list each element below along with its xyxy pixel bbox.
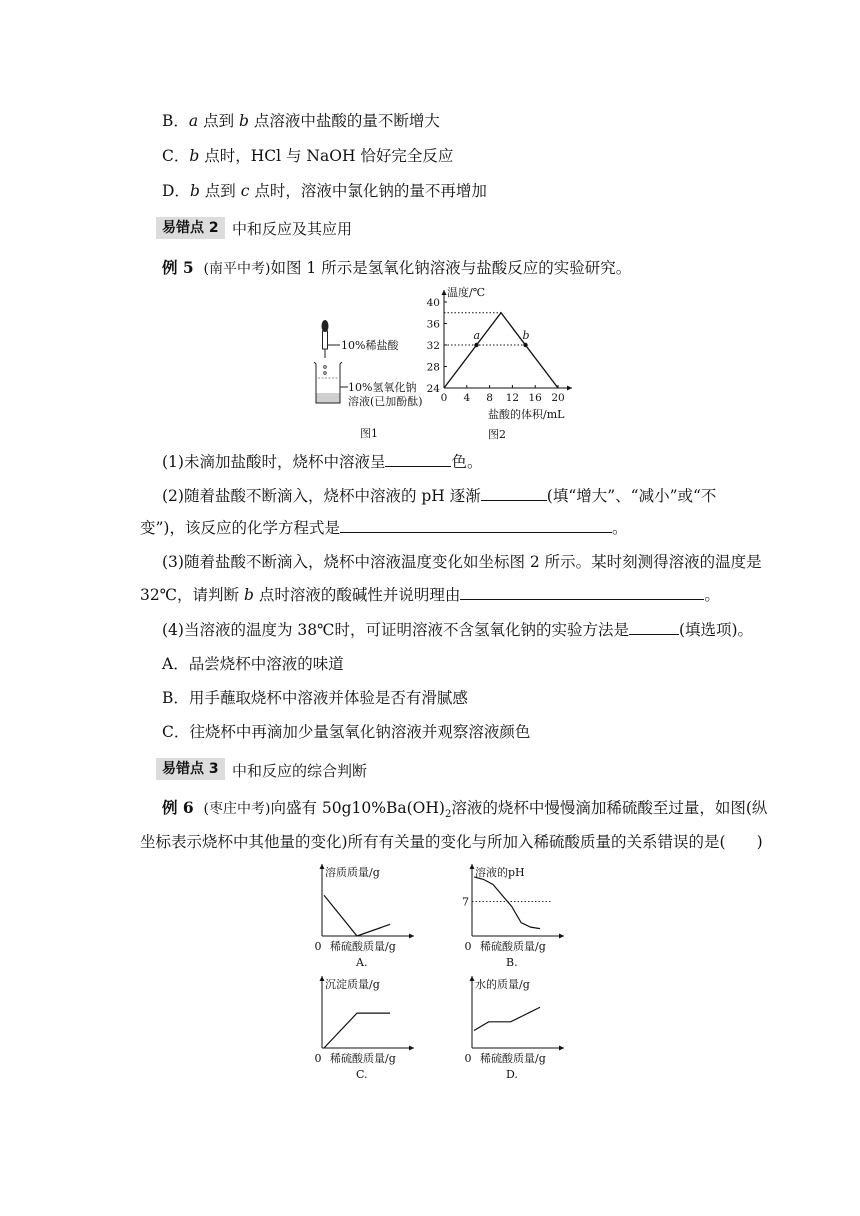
question-2-line-2: 变”)，该反应的化学方程式是 。 [140, 519, 628, 537]
base-label-1: 10%氢氧化钠 [348, 381, 417, 394]
y-axis-arrow-icon [442, 290, 447, 295]
answer-blank-5[interactable] [629, 620, 679, 635]
x-axis-label: 稀硫酸质量/g [330, 1052, 396, 1065]
option-c: C．b 点时，HCl 与 NaOH 恰好完全反应 [162, 147, 454, 165]
origin-label: 0 [314, 1052, 322, 1065]
q4-option-a: A．品尝烧杯中溶液的味道 [162, 655, 344, 673]
x-axis-arrow-icon [559, 934, 564, 939]
chart-a [312, 862, 422, 974]
section-tag-3: 易错点 3 [156, 758, 225, 780]
point-label-b: b [522, 329, 530, 342]
x-axis-arrow-icon [409, 1046, 414, 1051]
x-axis-arrow-icon [409, 934, 414, 939]
y-axis-arrow-icon [320, 864, 325, 869]
x-tick-label: 0 [440, 392, 448, 404]
x-axis-label: 盐酸的体积/mL [488, 408, 565, 421]
y-axis-label: 温度/℃ [447, 286, 486, 299]
example-6-line-2: 坐标表示烧杯中其他量的变化)所有有关量的变化与所加入稀硫酸质量的关系错误的是( ) [140, 833, 763, 851]
x-tick-label: 4 [463, 392, 471, 404]
y-tick-label: 32 [426, 340, 440, 352]
y-tick-label: 40 [426, 297, 440, 309]
answer-blank-2[interactable] [481, 486, 547, 501]
data-line [474, 1007, 540, 1030]
y-tick-label: 36 [426, 318, 440, 331]
x-axis-arrow-icon [559, 1046, 564, 1051]
x-axis-label: 稀硫酸质量/g [480, 1052, 546, 1065]
data-line [324, 895, 390, 936]
y-axis-label: 沉淀质量/g [325, 978, 380, 991]
point-a [474, 343, 478, 347]
acid-label: 10%稀盐酸 [341, 339, 399, 352]
y-tick-label: 24 [426, 383, 440, 395]
y-axis-arrow-icon [320, 976, 325, 981]
panel-label: D. [506, 1068, 518, 1081]
x-tick-label: 8 [486, 392, 493, 404]
answer-blank-3[interactable] [340, 518, 612, 533]
q4-option-c: C．往烧杯中再滴加少量氢氧化钠溶液并观察溶液颜色 [162, 723, 531, 741]
origin-label: 0 [464, 940, 472, 953]
question-4: (4)当溶液的温度为 38℃时，可证明溶液不含氢氧化钠的实验方法是 (填选项)。 [162, 621, 754, 639]
y-tick-label: 28 [426, 361, 440, 374]
answer-blank-4[interactable] [460, 585, 704, 600]
beaker-icon [314, 362, 342, 403]
origin-label: 0 [464, 1052, 472, 1065]
question-2-line-1: (2)随着盐酸不断滴入，烧杯中溶液的 pH 逐渐 (填“增大”、“减小”或“不 [162, 487, 717, 505]
chart-b [462, 862, 572, 974]
question-3-line-1: (3)随着盐酸不断滴入，烧杯中溶液温度变化如坐标图 2 所示。某时刻测得溶液的温度是 [162, 553, 762, 571]
section-title-3: 中和反应的综合判断 [232, 762, 368, 780]
question-1: (1)未滴加盐酸时，烧杯中溶液呈 色。 [162, 453, 483, 471]
x-tick-label: 20 [551, 392, 565, 404]
option-d: D．b 点到 c 点时，溶液中氯化钠的量不再增加 [162, 182, 487, 200]
y-axis-label: 溶液的pH [475, 866, 525, 879]
chart-c [312, 974, 422, 1086]
example-6-line-1: 例 6 (枣庄中考)向盛有 $50g10\%Ba(OH)_2$溶液的烧杯中慢慢滴加稀硫酸至过量，如图(纵 [162, 798, 768, 821]
ph-7-label: 7 [462, 895, 469, 909]
panel-label: C. [356, 1068, 368, 1081]
panel-label: A. [356, 956, 368, 969]
x-axis-label: 稀硫酸质量/g [480, 940, 546, 953]
base-label-2: 溶液(已加酚酞) [348, 395, 423, 408]
answer-blank-1[interactable] [385, 452, 451, 467]
x-axis-label: 稀硫酸质量/g [330, 940, 396, 953]
panel-label: B. [506, 956, 518, 969]
temperature-line [444, 313, 558, 388]
question-3-line-2: 32℃，请判断 b 点时溶液的酸碱性并说明理由 。 [140, 586, 720, 604]
section-tag-2: 易错点 2 [156, 217, 225, 239]
chart-d [462, 974, 572, 1086]
y-axis-arrow-icon [470, 976, 475, 981]
option-b: B．a 点到 b 点溶液中盐酸的量不断增大 [162, 112, 440, 130]
y-axis-arrow-icon [470, 864, 475, 869]
data-line [474, 877, 540, 929]
figure-1-caption: 图1 [360, 427, 378, 440]
data-line [324, 1013, 390, 1048]
dropper-icon [322, 320, 329, 374]
y-axis-label: 水的质量/g [475, 978, 530, 991]
point-label-a: a [473, 329, 481, 342]
section-title-2: 中和反应及其应用 [232, 220, 353, 238]
q4-option-b: B．用手蘸取烧杯中溶液并体验是否有滑腻感 [162, 689, 468, 707]
x-tick-label: 16 [528, 392, 542, 404]
example-5-stem: 例 5 (南平中考)如图 1 所示是氢氧化钠溶液与盐酸反应的实验研究。 [162, 258, 632, 277]
x-axis-arrow-icon [567, 386, 572, 391]
y-axis-label: 溶质质量/g [325, 866, 380, 879]
x-tick-label: 12 [505, 392, 520, 404]
figure-2-caption: 图2 [488, 428, 506, 441]
point-b [523, 343, 527, 347]
origin-label: 0 [314, 940, 322, 953]
figure-2-chart [420, 282, 590, 442]
